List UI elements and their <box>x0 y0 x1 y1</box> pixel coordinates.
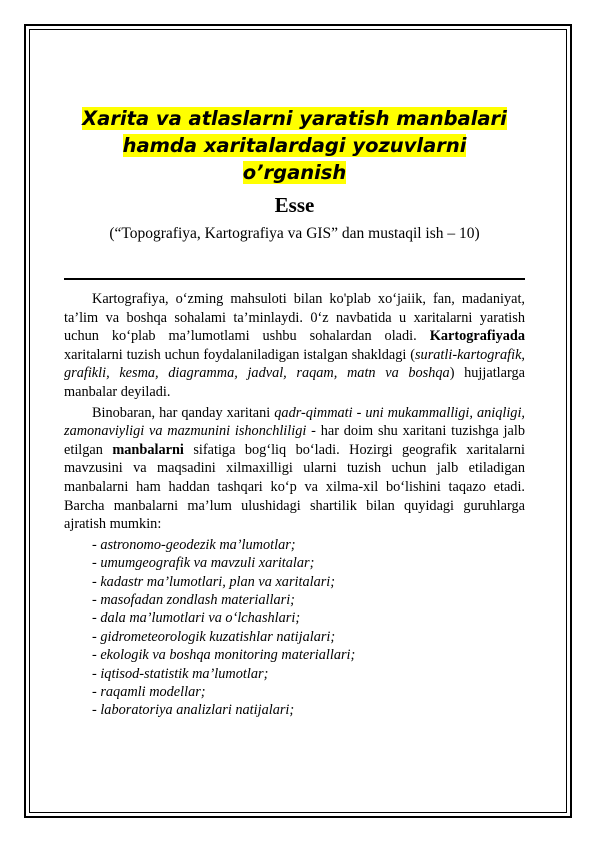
paragraph-1-text-a: Kartografiya, o‘zming mahsuloti bilan ko'plab xo‘jaiik, fan, madaniyat, ta’lim va boshqa sohalami ta’minlaydi. 0‘z navbatida u xaritalarni yaratish uchun ko‘plab ma’lumotlami ushbu sohalardan oladi. <box>64 291 525 345</box>
list-item: - kadastr ma’lumotlari, plan va xaritalari; <box>92 573 336 590</box>
paragraph-2-italic: qadr-qimmati - uni mukammalligi, aniqligi, zamonaviyligi va mazmunini ishonchliligi <box>64 404 525 440</box>
list-item: - laboratoriya analizlari natijalari; <box>92 702 295 719</box>
document-title <box>64 105 525 186</box>
paragraph-2-text-a: Binobaran, har qanday xaritani <box>92 404 275 421</box>
paragraph-1-text-c: ) hujjatlarga manbalar deyiladi. <box>64 365 525 400</box>
list-item: - umumgeografik va mavzuli xaritalar; <box>92 555 315 572</box>
list-item: - dala ma’lumotlari va o‘lchashlari; <box>92 610 301 627</box>
paragraph-2-bold: manbalarni <box>112 441 184 458</box>
paragraph-1-bold: Kartografiyada <box>429 328 525 345</box>
paragraph-2 <box>64 404 525 534</box>
document-body <box>64 105 525 720</box>
title-line-1: Xarita va atlaslarni yaratish manbalari <box>82 107 507 130</box>
paragraph-1-text-b: xaritalarni tuzish uchun foydalaniladigan istalgan shakldagi ( <box>64 346 415 363</box>
list-item: - gidrometeorologik kuzatishlar natijalari; <box>92 628 336 645</box>
list-item: - ekologik va boshqa monitoring materiallari; <box>92 647 356 664</box>
paragraph-1-italic: suratli-kartografik, grafikli, kesma, diagramma, jadval, raqam, matn va boshqa <box>64 346 525 382</box>
list-item: - masofadan zondlash materiallari; <box>92 591 295 608</box>
list-item: - astronomo-geodezik ma’lumotlar; <box>92 536 296 553</box>
title-line-2: hamda xaritalardagi yozuvlarni <box>122 134 467 157</box>
sources-list <box>64 536 525 720</box>
document-type: Esse <box>274 193 315 217</box>
title-line-3: o’rganish <box>242 161 347 184</box>
paragraph-2-text-b: - har doim shu xaritani tuzishga jalb etilgan <box>64 423 525 458</box>
list-item: - iqtisod-statistik ma’lumotlar; <box>92 665 269 682</box>
horizontal-rule <box>64 278 525 280</box>
paragraph-2-text-c: sifatiga bog‘liq bo‘ladi. Hozirgi geografik xaritalarni mavzusini va maqsadini xilmaxilligi ularni tuzish uchun jalb etiladigan manbalarni ham haddan tashqari ko‘p va xilma-xil bo‘lishini taqazo etadi. Barcha manbalarni ma’lum ulushidagi shartilik bilan quyidagi guruhlarga ajratish mumkin: <box>64 441 525 533</box>
paragraph-1 <box>64 290 525 402</box>
document-subtitle: (“Topografiya, Kartografiya va GIS” dan mustaqil ish – 10) <box>109 225 480 242</box>
list-item: - raqamli modellar; <box>92 683 206 700</box>
